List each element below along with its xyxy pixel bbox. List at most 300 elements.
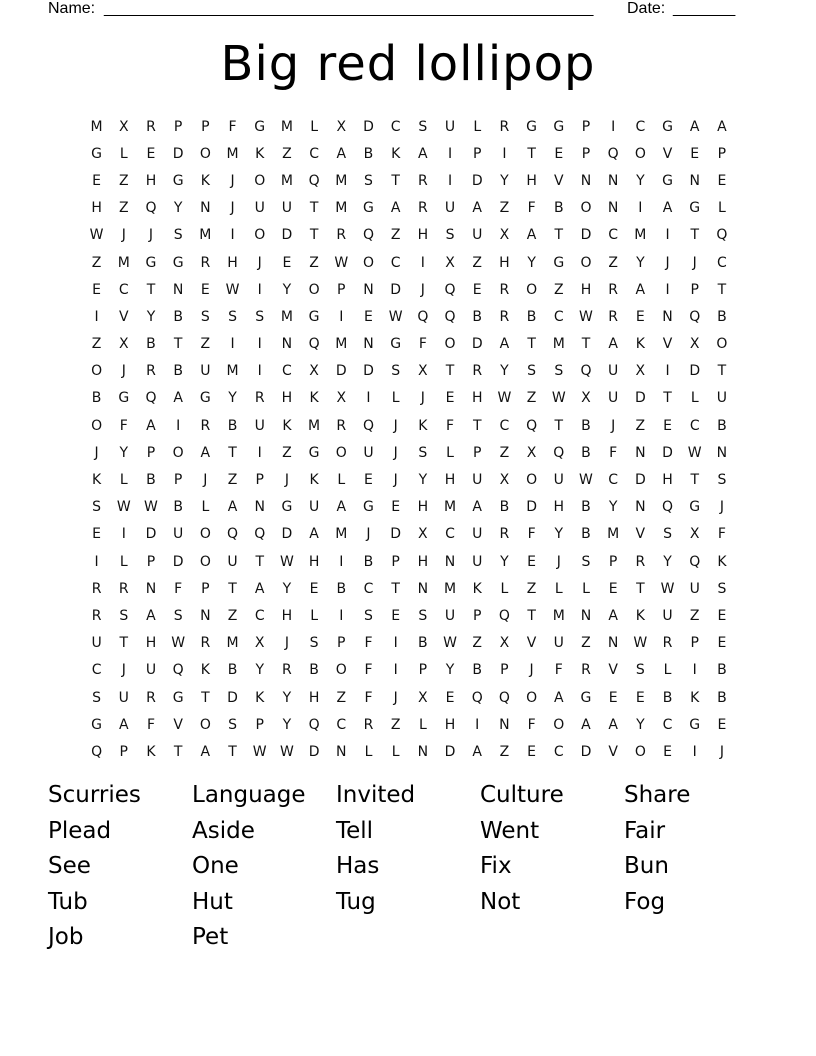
grid-letter: T [309,227,319,244]
grid-letter: M [552,336,565,353]
grid-letter: O [580,254,592,271]
grid-letter: R [608,308,619,325]
grid-letter: F [174,580,183,597]
grid-letter: G [308,444,320,461]
grid-letter: L [364,743,373,760]
grid-letter: Q [308,172,320,189]
grid-letter: I [366,390,371,407]
grid-letter: X [254,635,265,652]
grid-letter: N [607,172,619,189]
grid-letter: N [145,580,157,597]
grid-letter: F [446,417,455,434]
grid-letter: G [580,689,592,706]
grid-letter: D [172,553,184,570]
grid-letter: M [552,607,565,624]
grid-letter: R [363,716,374,733]
grid-letter: O [199,145,211,162]
grid-letter: R [417,200,428,217]
grid-letter: L [663,662,672,679]
grid-letter: K [92,472,102,489]
grid-letter: P [608,553,618,570]
grid-letter: R [635,553,646,570]
grid-letter: E [717,607,727,624]
grid-letter: Y [282,281,292,298]
grid-letter: A [309,526,319,543]
grid-letter: K [309,472,319,489]
grid-letter: K [391,145,401,162]
grid-letter: S [309,635,319,652]
word-list [48,778,768,956]
grid-letter: U [91,635,102,652]
grid-letter: J [692,254,697,271]
grid-letter: T [173,336,183,353]
grid-letter: R [336,227,347,244]
word-list-item: Fix [480,853,512,880]
grid-letter: U [689,580,700,597]
grid-letter: K [200,662,210,679]
grid-letter: G [172,172,184,189]
grid-letter: Q [580,363,592,380]
grid-letter: A [717,118,727,135]
grid-letter: Z [390,716,401,733]
grid-letter: N [336,743,347,760]
word-list-item: Tell [336,817,374,844]
grid-letter: R [499,281,510,298]
grid-letter: J [121,662,126,679]
grid-letter: D [471,336,483,353]
grid-letter: R [336,417,347,434]
word-list-item: Language [192,782,306,808]
grid-letter: N [200,607,211,624]
grid-letter: U [308,499,320,516]
grid-letter: E [608,689,618,706]
grid-letter: D [634,390,646,407]
grid-letter: R [499,526,510,543]
grid-letter: E [146,145,156,162]
grid-letter: X [499,635,510,652]
grid-letter: C [91,662,102,679]
grid-letter: I [257,281,262,298]
grid-letter: A [472,743,482,760]
grid-letter: V [553,172,564,189]
grid-letter: L [554,580,563,597]
grid-letter: I [230,336,235,353]
grid-letter: V [526,635,537,652]
grid-letter: A [526,227,537,244]
grid-letter: N [580,172,592,189]
grid-letter: L [473,118,482,135]
grid-letter: A [553,689,564,706]
grid-letter: D [335,363,347,380]
grid-letter: F [527,716,536,733]
grid-letter: X [689,526,700,543]
grid-letter: S [255,308,265,325]
grid-letter: U [553,472,564,489]
grid-letter: E [663,417,672,434]
grid-letter: O [335,662,347,679]
grid-letter: R [91,580,102,597]
grid-letter: G [390,336,402,353]
grid-letter: U [444,118,456,135]
grid-letter: W [551,390,566,407]
grid-letter: I [339,607,344,624]
grid-letter: R [282,662,292,679]
grid-letter: S [581,553,591,570]
grid-letter: K [309,390,319,407]
grid-letter: Y [445,662,455,679]
grid-letter: C [662,716,673,733]
grid-letter: J [257,254,262,271]
grid-letter: R [472,363,483,380]
grid-letter: M [199,227,212,244]
grid-letter: I [393,635,398,652]
word-list-item: Share [624,782,691,808]
grid-letter: O [199,716,211,733]
grid-letter: I [611,118,616,135]
grid-letter: N [363,336,374,353]
grid-letter: O [526,689,538,706]
grid-letter: F [119,417,128,434]
grid-letter: J [393,417,398,434]
grid-letter: A [227,499,238,516]
grid-letter: O [308,281,320,298]
grid-letter: G [254,118,266,135]
grid-letter: A [200,444,211,461]
grid-letter: B [581,526,591,543]
grid-letter: M [226,145,239,162]
grid-letter: R [581,662,591,679]
grid-letter: Z [91,336,102,353]
grid-letter: I [447,172,453,189]
grid-letter: M [634,227,647,244]
grid-letter: P [472,444,482,461]
grid-letter: S [228,308,237,325]
grid-letter: M [443,499,457,516]
grid-letter: Y [500,363,509,380]
grid-letter: A [662,200,673,217]
grid-letter: S [717,472,727,489]
grid-letter: A [146,607,156,624]
grid-letter: P [146,444,156,461]
word-list-item: Culture [480,782,564,808]
grid-letter: J [665,254,670,271]
grid-letter: H [471,390,483,407]
grid-letter: R [146,363,156,380]
word-list-item: One [192,853,239,880]
grid-letter: B [146,336,156,353]
grid-letter: Q [308,336,320,353]
grid-letter: X [118,336,129,353]
grid-letter: R [200,417,211,434]
grid-letter: M [226,635,239,652]
grid-letter: H [444,472,456,489]
grid-letter: B [418,635,428,652]
grid-letter: B [717,689,727,706]
grid-letter: K [255,689,265,706]
grid-letter: L [718,200,726,217]
grid-letter: J [719,743,724,760]
grid-letter: Q [145,390,157,407]
grid-letter: B [363,145,374,162]
word-list-item: Not [480,888,521,915]
grid-letter: Y [282,716,292,733]
grid-letter: W [687,444,702,461]
name-label: Name: [48,0,96,17]
grid-letter: U [472,227,483,244]
grid-letter: U [662,607,673,624]
grid-letter: C [553,743,564,760]
grid-letter: R [118,580,129,597]
grid-letter: Y [554,526,564,543]
grid-letter: P [690,635,699,652]
grid-letter: O [716,336,728,353]
grid-letter: I [475,716,480,733]
grid-letter: C [553,308,564,325]
grid-letter: H [444,716,456,733]
grid-letter: P [337,635,346,652]
grid-letter: W [334,254,349,271]
grid-letter: N [607,635,619,652]
grid-letter: Q [444,308,456,325]
grid-letter: Z [499,200,510,217]
word-list-item: Scurries [48,782,141,808]
grid-letter: F [228,118,237,135]
grid-letter: T [527,607,536,624]
grid-letter: L [337,472,346,489]
grid-letter: S [92,689,102,706]
grid-letter: K [690,689,700,706]
grid-letter: Y [636,716,645,733]
grid-letter: T [554,227,564,244]
date-blank-line: _______ [673,0,736,17]
grid-letter: I [692,743,697,760]
grid-letter: C [309,145,319,162]
grid-letter: W [579,308,593,325]
grid-letter: W [144,499,158,516]
grid-letter: B [227,662,238,679]
grid-letter: Y [500,172,509,189]
grid-letter: C [689,417,700,434]
grid-letter: W [225,281,240,298]
grid-letter: R [146,118,156,135]
grid-letter: C [282,363,292,380]
grid-letter: L [119,145,128,162]
grid-letter: T [717,281,727,298]
page-title: Big red lollipop [220,36,596,92]
grid-letter: V [173,716,183,733]
grid-letter: C [336,716,347,733]
grid-letter: J [393,444,398,461]
grid-letter: Y [146,308,156,325]
grid-letter: R [662,635,673,652]
grid-letter: E [282,254,292,271]
grid-letter: W [279,743,294,760]
grid-letter: N [417,743,429,760]
grid-letter: P [472,607,482,624]
word-list-item: Fog [624,888,666,915]
grid-letter: A [336,499,347,516]
grid-letter: G [118,390,130,407]
grid-letter: L [690,390,699,407]
grid-letter: S [635,662,645,679]
grid-letter: Q [498,607,510,624]
grid-letter: G [91,145,103,162]
grid-letter: O [254,227,266,244]
grid-letter: Z [526,390,537,407]
grid-letter: S [364,607,373,624]
grid-letter: E [635,689,645,706]
grid-letter: X [689,336,700,353]
grid-letter: F [364,662,373,679]
grid-letter: F [527,526,536,543]
word-list-item: Hut [192,888,233,915]
grid-letter: M [607,526,620,543]
grid-letter: G [553,254,565,271]
grid-letter: V [662,336,673,353]
grid-letter: X [336,118,347,135]
grid-letter: B [499,499,510,516]
grid-letter: E [717,716,727,733]
grid-letter: M [280,172,293,189]
grid-letter: H [308,689,320,706]
grid-letter: A [390,200,401,217]
grid-letter: P [391,553,400,570]
grid-letter: M [280,308,293,325]
grid-letter: Z [390,227,401,244]
grid-letter: E [554,145,564,162]
grid-letter: N [607,200,619,217]
grid-letter: G [281,499,293,516]
grid-letter: J [284,635,289,652]
grid-letter: T [228,444,237,461]
grid-letter: L [119,472,128,489]
grid-letter: Z [689,607,700,624]
grid-letter: N [716,444,728,461]
grid-letter: U [281,200,293,217]
grid-letter: U [553,635,564,652]
grid-letter: Y [228,390,237,407]
grid-letter: T [690,472,699,489]
grid-letter: V [608,743,618,760]
grid-letter: S [445,227,455,244]
grid-letter: V [662,145,673,162]
grid-letter: S [554,363,564,380]
grid-letter: P [690,281,699,298]
grid-letter: L [119,553,128,570]
grid-letter: L [201,499,210,516]
grid-letter: Y [255,662,264,679]
grid-letter: N [662,308,673,325]
grid-letter: I [638,200,643,217]
grid-letter: N [635,499,646,516]
grid-letter: Y [173,200,183,217]
grid-letter: K [146,743,156,760]
grid-letter: J [393,689,398,706]
grid-letter: T [690,227,699,244]
grid-letter: N [172,281,184,298]
grid-letter: A [499,336,510,353]
grid-letter: K [472,580,482,597]
word-list-item: Fair [624,817,666,844]
grid-letter: U [716,390,728,407]
grid-letter: T [636,580,645,597]
grid-letter: I [665,363,670,380]
grid-letter: J [420,281,425,298]
grid-letter: Z [553,281,564,298]
date-label: Date: [627,0,666,17]
grid-letter: Z [472,635,483,652]
grid-letter: Y [418,472,428,489]
grid-letter: Z [227,607,238,624]
grid-letter: Q [308,716,320,733]
grid-letter: P [581,118,591,135]
grid-letter: H [145,172,157,189]
grid-letter: S [418,444,428,461]
grid-letter: Z [608,254,618,271]
grid-letter: L [310,607,318,624]
grid-letter: H [308,553,320,570]
grid-letter: O [199,526,211,543]
grid-letter: H [417,499,429,516]
word-list-item: Pet [192,924,229,951]
grid-letter: H [526,172,537,189]
grid-letter: I [94,553,99,570]
grid-letter: I [692,662,697,679]
grid-letter: Q [471,689,483,706]
grid-letter: S [527,363,537,380]
grid-letter: I [121,526,126,543]
grid-letter: A [418,145,428,162]
grid-letter: Y [282,689,292,706]
grid-letter: K [635,336,645,353]
grid-letter: Y [636,172,645,189]
grid-letter: Q [526,417,538,434]
grid-letter: I [339,308,344,325]
grid-letter: P [201,580,210,597]
grid-letter: G [526,118,538,135]
grid-letter: S [717,580,727,597]
grid-letter: F [717,526,726,543]
grid-letter: Y [608,499,618,516]
grid-letter: D [363,363,374,380]
grid-letter: J [230,200,235,217]
grid-letter: T [391,172,400,189]
grid-letter: P [173,472,183,489]
grid-letter: E [717,635,727,652]
grid-letter: Z [118,200,129,217]
grid-letter: Z [282,444,292,461]
grid-letter: T [717,363,727,380]
grid-letter: Z [526,580,537,597]
grid-letter: J [148,227,154,244]
grid-letter: O [553,716,565,733]
grid-letter: U [608,363,619,380]
grid-letter: Z [309,254,319,271]
grid-letter: O [91,417,103,434]
grid-letter: V [118,308,129,325]
grid-letter: J [94,444,99,461]
grid-letter: F [146,716,155,733]
grid-letter: I [665,281,670,298]
grid-letter: E [527,743,537,760]
grid-letter: O [526,472,538,489]
grid-letter: X [418,689,428,706]
grid-letter: G [145,254,157,271]
grid-letter: M [335,200,348,217]
grid-letter: H [662,472,673,489]
grid-letter: Q [689,553,701,570]
grid-letter: Z [227,472,238,489]
